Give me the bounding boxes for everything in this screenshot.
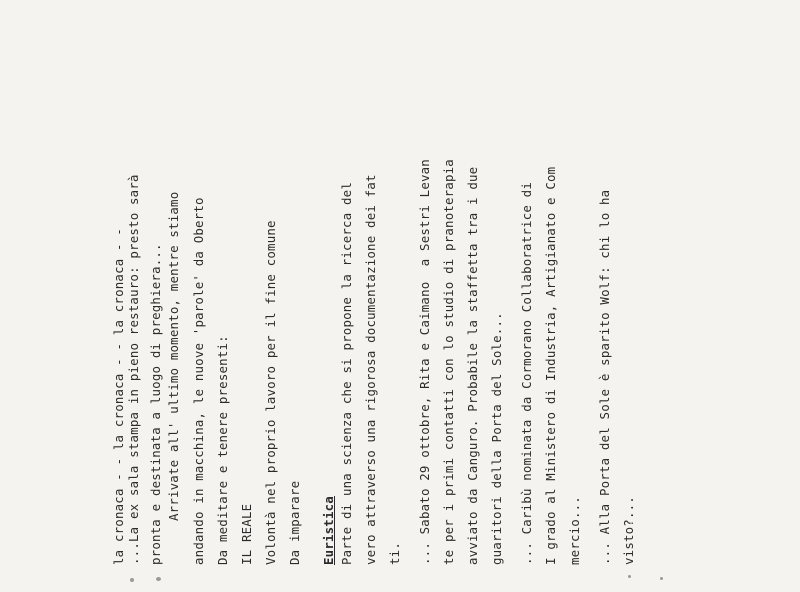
euristica-line-2: vero attraverso una rigorosa documentazione dei fat — [363, 174, 378, 565]
intro-line-5: Volontà nel proprio lavoro per il fine comune — [263, 220, 278, 565]
rotated-text — [110, 45, 650, 565]
news1-line-2: te per i primi contatti con lo studio di pranoterapia — [441, 159, 456, 565]
news2-line-3: mercio... — [567, 496, 582, 565]
scan-speck — [660, 577, 663, 580]
news1-line-1: ... Sabato 29 ottobre, Rita e Caimano a Sestri Levan — [417, 159, 432, 565]
scan-speck — [130, 578, 134, 582]
news1-line-4: guaritori della Porta del Sole... — [489, 312, 504, 565]
euristica-title: Euristica — [321, 496, 336, 565]
final-paragraph-rotated — [125, 45, 165, 565]
page-header: la cronaca - - la cronaca - - la cronaca - - — [111, 227, 126, 565]
news2-line-1: ... Caribù nominata da Cormorano Collaboratrice di — [519, 182, 534, 565]
text-block — [110, 35, 650, 592]
euristica-line-3: ti. — [387, 542, 402, 565]
intro-line-3: Da meditare e tenere presenti: — [215, 335, 230, 565]
euristica-line-1: Parte di una scienza che si propone la ricerca del — [339, 182, 354, 565]
news3-line-2: visto?... — [621, 496, 636, 565]
scan-speck — [156, 577, 161, 581]
news3-line-1: ... Alla Porta del Sole è sparito Wolf: chi lo ha — [597, 189, 612, 565]
final-paragraph-block — [125, 35, 165, 575]
scan-speck — [628, 575, 631, 578]
news2-line-2: I grado al Ministero di Industria, Artigianato e Com — [543, 166, 558, 565]
intro-line-6: Da imparare — [287, 480, 302, 565]
news1-line-3: avviato da Canguro. Probabile la staffetta tra i due — [465, 166, 480, 565]
intro-line-4: IL REALE — [239, 503, 254, 565]
intro-line-2: andando in macchina, le nuove 'parole' da Oberto — [191, 197, 206, 565]
intro-line-1: Arrivate all' ultimo momento, mentre stiamo — [166, 191, 181, 521]
news4-line-1: ...La ex sala stampa in pieno restauro: presto sarà — [126, 174, 141, 565]
news4-line-2: pronta e destinata a luogo di preghiera... — [148, 243, 163, 565]
